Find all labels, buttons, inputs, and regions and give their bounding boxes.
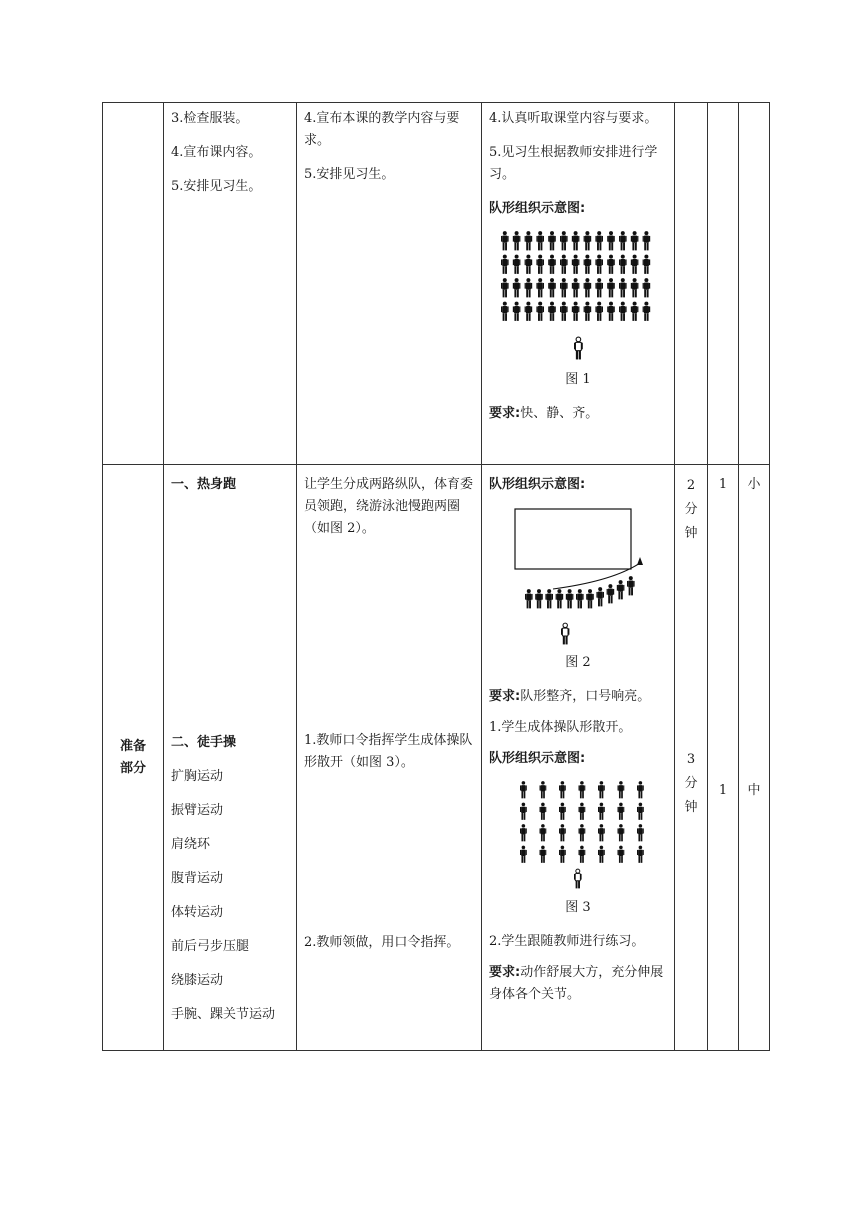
student-icon: [501, 231, 509, 250]
student-icon: [617, 580, 625, 599]
exercise-item: 手腕、踝关节运动: [171, 1007, 276, 1022]
student-icon: [619, 255, 627, 274]
student-icon: [520, 803, 527, 820]
student-icon: [586, 589, 594, 608]
student-icon: [576, 589, 584, 608]
content-item: 3.检查服装。: [171, 111, 249, 126]
row-preparation: [103, 465, 770, 1051]
calisthenics-time: 3 分钟: [684, 752, 698, 815]
student-icon: [579, 781, 586, 798]
calisthenics-teacher-1: 1.教师口令指挥学生成体操队形散开（如图 3）。: [304, 733, 473, 770]
warmup-teacher: 让学生分成两路纵队，体育委员领跑，绕游泳池慢跑两圈（如图 2）。: [304, 477, 474, 536]
student-icon: [560, 231, 568, 250]
student-icon: [540, 824, 547, 841]
student-icon: [595, 255, 603, 274]
student-icon: [607, 231, 615, 250]
section-label: 准备部分: [103, 465, 164, 1051]
student-icon: [607, 584, 615, 603]
section-cell-empty: [103, 103, 164, 465]
formation-figure-1: [498, 229, 658, 363]
student-icon: [525, 231, 533, 250]
student-icon: [579, 846, 586, 863]
intensity-cell-empty: [739, 103, 770, 465]
student-icon: [560, 278, 568, 297]
warmup-intensity: 小: [747, 477, 761, 492]
student-icon: [619, 231, 627, 250]
content-item: 5.安排见习生。: [171, 179, 262, 194]
student-icon: [595, 231, 603, 250]
student-icon: [572, 302, 580, 321]
student-icon: [637, 803, 644, 820]
exercise-item: 腹背运动: [171, 871, 224, 886]
student-icon: [607, 278, 615, 297]
calisthenics-title: 二、徒手操: [171, 735, 237, 750]
student-icon: [560, 255, 568, 274]
student-icon: [598, 846, 605, 863]
student-icon: [559, 803, 566, 820]
requirement-label: 要求:: [489, 689, 521, 704]
exercise-item: 肩绕环: [171, 837, 211, 852]
count-cell-empty: [708, 103, 739, 465]
row-opening: [103, 103, 770, 465]
formation-figure-3: [508, 779, 648, 891]
student-icon: [584, 231, 592, 250]
student-icon: [548, 231, 556, 250]
student-icon: [618, 824, 625, 841]
count-cell: [708, 465, 739, 1051]
arrow-icon: [637, 557, 643, 565]
intensity-cell: [739, 465, 770, 1051]
student-icon: [579, 824, 586, 841]
student-icon: [598, 781, 605, 798]
student-cell: [482, 103, 675, 465]
time-cell: [675, 465, 708, 1051]
formation-figure-2: [503, 505, 653, 650]
formation-title: 队形组织示意图:: [489, 201, 586, 216]
student-icon: [536, 231, 544, 250]
pool-rect: [515, 509, 631, 569]
figure-caption: 图 3: [565, 900, 591, 915]
student-icon: [596, 587, 604, 606]
requirement-label: 要求:: [489, 965, 521, 980]
student-icon: [619, 278, 627, 297]
lesson-plan-table: [102, 102, 770, 1051]
student-icon: [627, 576, 635, 595]
student-icon: [540, 781, 547, 798]
requirement-label: 要求:: [489, 406, 521, 421]
student-icon: [595, 278, 603, 297]
student-icon: [548, 255, 556, 274]
student-icon: [631, 255, 639, 274]
student-icon: [598, 824, 605, 841]
student-icon: [643, 255, 651, 274]
warmup-time: 2 分钟: [684, 478, 698, 541]
student-icon: [579, 803, 586, 820]
exercise-item: 扩胸运动: [171, 769, 224, 784]
requirement-text: 快、静、齐。: [520, 406, 599, 421]
student-icon: [584, 278, 592, 297]
student-icon: [559, 781, 566, 798]
content-cell: [164, 103, 297, 465]
student-icon: [536, 255, 544, 274]
student-icon: [525, 255, 533, 274]
student-icon: [631, 278, 639, 297]
warmup-count: 1: [718, 477, 728, 492]
student-icon: [548, 302, 556, 321]
student-icon: [540, 803, 547, 820]
teacher-cell: [297, 465, 482, 1051]
student-icon: [637, 846, 644, 863]
figure-caption: 图 2: [565, 655, 591, 670]
student-icon: [618, 803, 625, 820]
student-icon: [556, 589, 564, 608]
student-icon: [513, 231, 521, 250]
student-icon: [513, 302, 521, 321]
student-icon: [501, 255, 509, 274]
student-item: 4.认真听取课堂内容与要求。: [489, 111, 658, 126]
student-icon: [501, 302, 509, 321]
student-icon: [607, 255, 615, 274]
student-icon: [584, 302, 592, 321]
teacher-icon: [574, 869, 582, 888]
student-icon: [501, 278, 509, 297]
student-icon: [560, 302, 568, 321]
exercise-item: 振臂运动: [171, 803, 224, 818]
student-icon: [536, 302, 544, 321]
student-icon: [548, 278, 556, 297]
student-icon: [631, 302, 639, 321]
student-icon: [525, 302, 533, 321]
student-icon: [572, 231, 580, 250]
calisthenics-intensity: 中: [747, 783, 761, 798]
student-icon: [619, 302, 627, 321]
student-icon: [637, 781, 644, 798]
student-icon: [536, 278, 544, 297]
student-icon: [520, 781, 527, 798]
calisthenics-count: 1: [718, 783, 728, 798]
teacher-item: 5.安排见习生。: [304, 167, 395, 182]
formation-title: 队形组织示意图:: [489, 751, 586, 766]
student-icon: [643, 278, 651, 297]
student-icon: [572, 255, 580, 274]
student-icon: [545, 589, 553, 608]
student-icon: [559, 824, 566, 841]
requirement-text: 队形整齐，口号响亮。: [520, 689, 651, 704]
student-icon: [572, 278, 580, 297]
teacher-icon: [574, 337, 583, 359]
figure-caption: 图 1: [565, 372, 591, 387]
student-icon: [559, 846, 566, 863]
formation-title: 队形组织示意图:: [489, 477, 586, 492]
teacher-item: 4.宣布本课的教学内容与要求。: [304, 111, 460, 148]
student-icon: [540, 846, 547, 863]
student-cell: [482, 465, 675, 1051]
student-icon: [525, 589, 533, 608]
student-icon: [595, 302, 603, 321]
student-icon: [643, 231, 651, 250]
student-icon: [520, 824, 527, 841]
exercise-item: 前后弓步压腿: [171, 939, 250, 954]
student-icon: [618, 846, 625, 863]
student-icon: [598, 803, 605, 820]
student-icon: [637, 824, 644, 841]
student-icon: [584, 255, 592, 274]
student-step-1: 1.学生成体操队形散开。: [489, 720, 632, 735]
student-icon: [535, 589, 543, 608]
student-step-2: 2.学生跟随教师进行练习。: [489, 934, 645, 949]
student-icon: [607, 302, 615, 321]
student-icon: [525, 278, 533, 297]
student-icon: [513, 278, 521, 297]
exercise-item: 绕膝运动: [171, 973, 224, 988]
student-icon: [618, 781, 625, 798]
student-icon: [513, 255, 521, 274]
student-icon: [520, 846, 527, 863]
exercise-item: 体转运动: [171, 905, 224, 920]
content-cell: [164, 465, 297, 1051]
calisthenics-teacher-2: 2.教师领做，用口令指挥。: [304, 935, 460, 950]
student-icon: [643, 302, 651, 321]
teacher-cell: [297, 103, 482, 465]
time-cell-empty: [675, 103, 708, 465]
warmup-title: 一、热身跑: [171, 477, 237, 492]
student-icon: [566, 589, 574, 608]
running-path: [553, 563, 640, 589]
student-icon: [631, 231, 639, 250]
content-item: 4.宣布课内容。: [171, 145, 262, 160]
student-item: 5.见习生根据教师安排进行学习。: [489, 145, 658, 182]
teacher-icon: [561, 623, 569, 644]
requirement-text: 动作舒展大方，充分伸展身体各个关节。: [489, 965, 664, 1002]
